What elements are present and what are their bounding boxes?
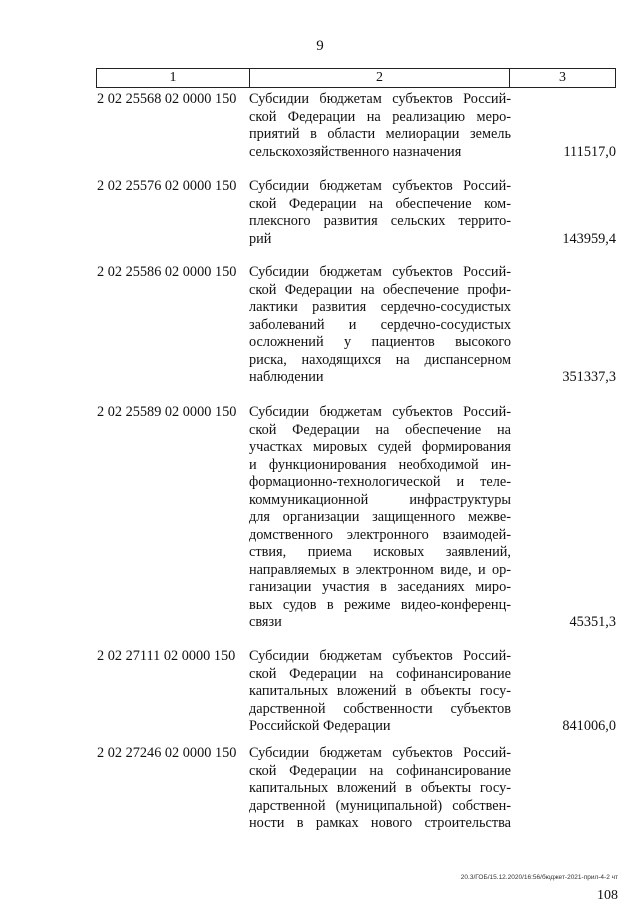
description-line: ствия, приема исковых заявлений, <box>249 544 511 560</box>
description-line: риска, находящихся на диспансерном <box>249 351 511 368</box>
column-header-2: 2 <box>250 69 510 87</box>
description-line: ганизации участия в заседаниях миро- <box>249 579 511 595</box>
row-description <box>249 404 511 632</box>
description-line: Субсидии бюджетам субъектов Россий- <box>249 404 511 420</box>
description-line: Субсидии бюджетам субъектов Россий- <box>249 745 511 761</box>
description-line: формационно-технологической и теле- <box>249 474 511 490</box>
description-line: лактики развития сердечно-сосудистых <box>249 299 511 315</box>
description-line: связи <box>249 614 282 630</box>
description-line: ской Федерации на реализацию меро- <box>249 108 511 125</box>
description-line: рий <box>249 230 272 247</box>
description-line: ности в рамках нового строительства <box>249 815 511 831</box>
column-header-1: 1 <box>97 69 250 87</box>
page-number: 9 <box>316 38 324 54</box>
amount: 841006,0 <box>562 718 616 734</box>
description-line: для организации защищенного межве- <box>249 509 511 525</box>
budget-code: 2 02 25586 02 0000 150 <box>97 264 237 280</box>
description-line: ской Федерации на софинансирование <box>249 762 511 779</box>
description-line: и функционирования необходимой ин- <box>249 456 511 473</box>
description-line: капитальных вложений в объекты госу- <box>249 683 511 699</box>
description-line: Российской Федерации <box>249 718 391 734</box>
description-line: дарственной собственности субъектов <box>249 700 511 717</box>
amount: 111517,0 <box>563 143 616 160</box>
description-line: направляемых в электронном виде, и ор- <box>249 561 511 578</box>
description-line: ской Федерации на обеспечение на <box>249 421 511 438</box>
amount: 351337,3 <box>562 369 616 385</box>
budget-code: 2 02 25589 02 0000 150 <box>97 404 237 420</box>
description-line: наблюдении <box>249 369 324 385</box>
description-line: сельскохозяйственного назначения <box>249 143 462 160</box>
description-line: вых судов в режиме видео-конференц- <box>249 596 511 613</box>
amount: 45351,3 <box>569 614 616 630</box>
row-description <box>249 264 511 387</box>
description-line: приятий в области мелиорации земель <box>249 126 511 142</box>
description-line: ской Федерации на софинансирование <box>249 665 511 682</box>
amount: 143959,4 <box>562 230 616 247</box>
table-header <box>96 68 616 88</box>
description-line: участках мировых судей формирования <box>249 439 511 455</box>
description-line: ской Федерации на обеспечение ком- <box>249 195 511 212</box>
budget-code: 2 02 27111 02 0000 150 <box>97 648 236 664</box>
column-header-3: 3 <box>559 70 566 85</box>
description-line: плексного развития сельских террито- <box>249 213 511 229</box>
footer-reference: 20.3/ГОБ/15.12.2020/16:56/бюджет-2021-прил-4-2 чт <box>460 874 618 881</box>
description-line: дарственной (муниципальной) собствен- <box>249 797 511 814</box>
row-description <box>249 178 511 248</box>
description-line: домственного электронного взаимодей- <box>249 526 511 543</box>
budget-code: 2 02 25576 02 0000 150 <box>97 178 237 194</box>
description-line: заболеваний и сердечно-сосудистых <box>249 316 511 333</box>
budget-code: 2 02 27246 02 0000 150 <box>97 745 237 761</box>
description-line: Субсидии бюджетам субъектов Россий- <box>249 264 511 280</box>
description-line: ской Федерации на обеспечение профи- <box>249 281 511 298</box>
row-description <box>249 91 511 161</box>
sheet-number: 108 <box>597 888 618 903</box>
description-line: осложнений у пациентов высокого <box>249 334 511 350</box>
description-line: коммуникационной инфраструктуры <box>249 491 511 508</box>
description-line: Субсидии бюджетам субъектов Россий- <box>249 91 511 107</box>
budget-code: 2 02 25568 02 0000 150 <box>97 91 237 107</box>
description-line: Субсидии бюджетам субъектов Россий- <box>249 178 511 194</box>
description-line: капитальных вложений в объекты госу- <box>249 780 511 796</box>
row-description <box>249 648 511 736</box>
row-description <box>249 745 511 833</box>
description-line: Субсидии бюджетам субъектов Россий- <box>249 648 511 664</box>
